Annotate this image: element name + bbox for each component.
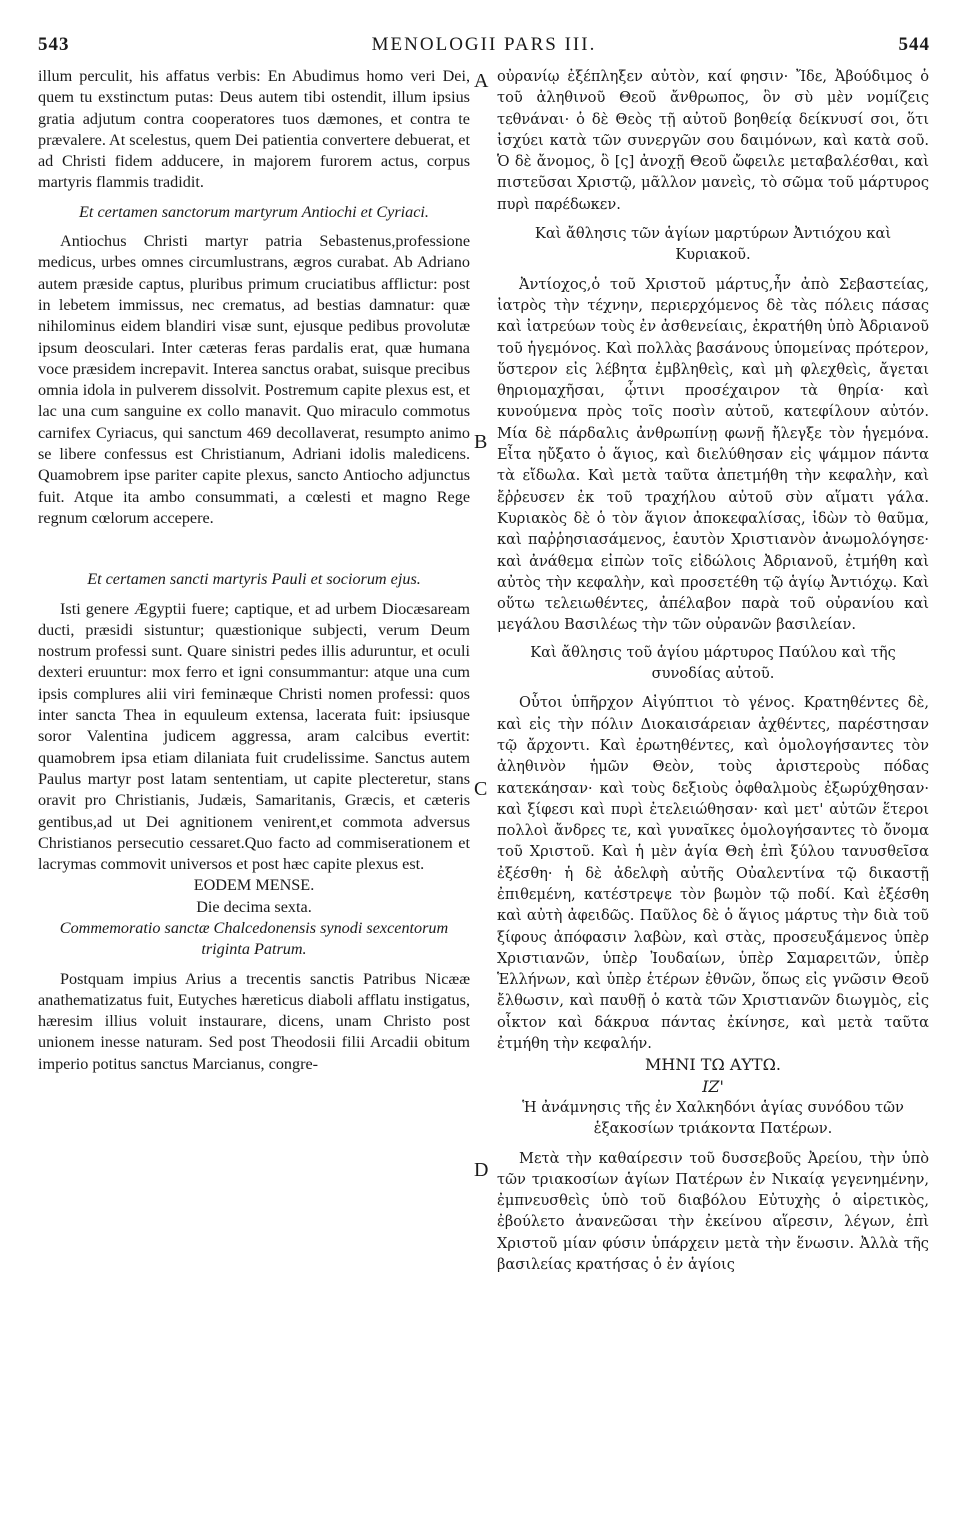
margin-marker-a: A [474,70,489,92]
greek-paragraph-2: Ἀντίοχος,ὁ τοῦ Χριστοῦ μάρτυς,ἦν ἀπὸ Σεβαστείας, ἰατρὸς τὴν τέχνην, περιερχόμενος δὲ τὰς πόλεις πάσας καὶ ἰατρεύων τοὺς ἐν ἀσθενείαις, ἐκρατήθη ὑπὸ Ἀδριανοῦ τοῦ ἡγεμόνος. Καὶ πολλὰς βασάνους ὑπομείνας πρότερον, ὕστερον εἰς λέβητα ἐμβληθεὶς, καὶ μὴ φλεχθεὶς, ἄγεται θηριομαχῆσαι, ᾧτινι προσέχαιρον τὰ θηρία· καὶ κυνούμενα πρὸς τοῖς ποσὶν αὐτοῦ, κατεφίλουν αὐτόν. Μία δὲ πάρδαλις ἀνθρωπίνῃ φωνῇ ἤλεγξε τὸν ἡγεμόνα. Εἶτα ηὔξατο ὁ ἅγιος, καὶ διελύθησαν εἰς ψάμμον πάντα τὰ εἴδωλα. Καὶ μετὰ ταῦτα ἀπετμήθη τὴν κεφαλὴν, καὶ ἔῤῥευσεν ἐκ τοῦ τραχήλου αὐτοῦ σὺν αἵματι γάλα. Κυριακὸς δὲ ὁ τὸν ἅγιον ἀποκεφαλίσας, ἰδὼν τὸ θαῦμα, καὶ παῤῥησιασάμενος, ἑαυτὸν Χριστιανὸν ἀνωμολόγησε· καὶ ἀνάθεμα εἰπὼν τοῖς εἰδώλοις Ἀδριανοῦ, ἐτμήθη καὶ αὐτὸς τὴν κεφαλὴν, καὶ προσετέθη τῷ ἁγίῳ Ἀντιόχῳ. Καὶ οὕτω τελειωθέντες, ἀπέλαβον παρὰ τοῦ οὐρανίου καὶ μεγάλου Βασιλέως τὴν τῶν οὐρανῶν βασιλείαν. [497,275,929,634]
latin-paragraph-4: Postquam impius Arius a trecentis sanctis Patribus Nicææ anathematizatus fuit, Eutyches hæreticus diaboli afflatu instigatus, hæresim illius voluit instaurare, dicens, unam Christo post unionem inesse naturam. Sed post Theodosii filii Arcadii obitum imperio potitus sanctus Marcianus, congre- [38,969,470,1073]
greek-title-antiochus: Καὶ ἄθλησις τῶν ἁγίων μαρτύρων Ἀντιόχου καὶ Κυριακοῦ. [534,225,892,264]
greek-title-paulus: Καὶ ἄθλησις τοῦ ἁγίου μάρτυρος Παύλου καὶ τῆς συνοδίας αὐτοῦ. [530,643,896,683]
latin-paragraph-2: Antiochus Christi martyr patria Sebastenus,professione medicus, urbes omnes circumlustrans, ægros curabat. Ab Adriano autem præside captus, pluribus primum cruciatibus afflictur: post in lebetem immissus, nec crematus, ad bestias damnatur: quæ nihilominus eidem blandiri visæ sunt, ejusque pedibus provolutæ ipsum deosculari. Inter cæteras feras pardalis erat, quæ humana voce præsidem increpavit. Interea sanctus orabat, suisque precibus omnia idola in pulverem dissolvit. Postremum capite plexus est, et lac una cum sanguine ex collo manavit. Quo miraculo commotus carnifex Cyriacus, qui sanctum 469 decollaverat, resumpto animo se libere confessus est Christianum, Adriani idolis maledicens. Quamobrem ipse pariter capite plexus, sancto Antiocho adjunctus fuit. Atque ita ambo consummati, a cœlesti et magno Rege regnum cœlorum accepere. [38,232,470,527]
latin-title-paulus: Et certamen sancti martyris Pauli et sociorum ejus. [87,570,421,589]
running-title: MENOLOGII PARS III. [371,34,597,55]
latin-paragraph-1: illum perculit, his affatus verbis: En Abudimus homo veri Dei, quem tu exstinctum putas: Deus autem tibi ostendit, illum ipsius gratia adjutum contra cooperatores tuos dæmones, et contra te prævalere. At scelestus, quem Dei patientia convertere debuerat, et ad Christi fidem adducere, in majorem furorem actus, corpus martyris flammis tradidit. [38,67,470,192]
margin-marker-d: D [474,1159,489,1181]
margin-marker-c: C [474,778,488,800]
greek-heading-month: ΜΗΝΙ ΤΩ ΑΥΤΩ. [645,1055,781,1075]
page-number-right: 544 [898,34,930,55]
latin-column [38,66,470,1075]
latin-title-chalcedon: Commemoratio sanctæ Chalcedonensis synodi sexcentorum triginta Patrum. [59,918,449,959]
greek-paragraph-4: Μετὰ τὴν καθαίρεσιν τοῦ δυσσεβοῦς Ἀρείου, τὴν ὑπὸ τῶν τριακοσίων ἁγίων Πατέρων ἐν Νικαίᾳ γεγενημένην, ἐμπνευσθεὶς ὑπὸ τοῦ διαβόλου Εὐτυχὴς ὁ αἱρετικὸς, ἐβούλετο ἀνανεῶσαι τὴν ἐκείνου αἵρεσιν, λέγων, ἐπὶ Χριστοῦ μίαν φύσιν ὑπάρχειν μετὰ τὴν ἕνωσιν. Ἀλλὰ τῆς βασιλείας κρατήσας ὁ ἐν ἁγίοις [497,1149,929,1274]
latin-title-antiochus: Et certamen sanctorum martyrum Antiochi et Cyriaci. [79,202,429,221]
latin-heading-day: Die decima sexta. [196,897,312,916]
greek-title-chalcedon: Ἡ ἀνάμνησις τῆς ἐν Χαλκηδόνι ἁγίας συνόδου τῶν ἑξακοσίων τριάκοντα Πατέρων. [522,1098,904,1138]
greek-heading-day: ΙΖ' [702,1076,724,1096]
running-head [38,34,930,58]
latin-paragraph-3: Isti genere Ægyptii fuere; captique, et ad urbem Diocæsaream ducti, præsidi sistuntur; quæstionique subjecti, verum Deum nostrum professi sunt. Quare sinistri pedes illis aduruntur, et oculi dexteri eruuntur: mox ferro et igni consummantur: atque una cum ipsis complures alii viri feminæque Christi nomen professi: quos inter sancta Thea in equuleum extensa, lacerata fuit: ipsiusque soror Valentina judicem aggressa, aram calcibus evertit: quamobrem ipsa etiam dilaniata fuit crudelissime. Sanctus autem Paulus martyr post latam sententiam, ut capite plecteretur, stans oravit pro Christianis, Judæis, Samaritanis, Græcis, et cæteris gentibus,ad ut Dei agnitionem venirent,et commota adversus Christianos persecutio cessaret.Quo facto ad commiserationem et lacrymas commovit universos et post hæc capite plexus est. [38,599,470,874]
margin-marker-b: B [474,431,488,453]
page-number-left: 543 [38,34,70,55]
latin-heading-month: EODEM MENSE. [193,876,315,895]
greek-paragraph-1: οὐρανίῳ ἐξέπληξεν αὐτὸν, καί φησιν· Ἴδε, Ἀβούδιμος ὁ τοῦ ἀληθινοῦ Θεοῦ ἄνθρωπος, ὃν σὺ μὲν νομίζεις τεθνάναι· ὁ δὲ Θεὸς τῇ αὐτοῦ βοηθείᾳ δείκνυσί σοι, ὅτι ἰσχύει κατὰ τῶν συνεργῶν σου δαιμόνων, καὶ κατὰ σοῦ. Ὁ δὲ ἄνομος, ὃ [ς] ἀνοχῇ Θεοῦ ὤφειλε μεταβαλέσθαι, καὶ πιστεῦσαι Χριστῷ, μᾶλλον μανεὶς, τὸ σῶμα τοῦ μάρτυρος πυρὶ παρέδωκεν. [497,68,929,213]
greek-column [497,66,929,1275]
greek-paragraph-3: Οὗτοι ὑπῆρχον Αἰγύπτιοι τὸ γένος. Κρατηθέντες δὲ, καὶ εἰς τὴν πόλιν Διοκαισάρειαν ἀχθέντες, παρέστησαν τῷ ἄρχοντι. Καὶ ἐρωτηθέντες, καὶ ὁμολογήσαντες τὸν ἀληθινὸν ἡμῶν Θεὸν, τοὺς ἀριστεροὺς πόδας κατεκάησαν· καὶ τοὺς δεξιοὺς ὀφθαλμοὺς ἐξωρύχθησαν· καὶ ξίφεσι καὶ πυρὶ ἐτελειώθησαν· καὶ μετ' αὐτῶν ἕτεροι πολλοὶ ἄνδρες τε, καὶ γυναῖκες ὁμολογήσαντες τὸ ὄνομα τοῦ Χριστοῦ. Καὶ ἡ μὲν ἁγία Θεὴ ἐπὶ ξύλου τανυσθεῖσα ἐξέσθη· ἡ δὲ ἀδελφὴ αὐτῆς Οὐαλεντίνα τῷ δικαστῇ ἐπιθεμένη, κατέστρεψε τὸν βωμὸν τῷ ποδί. Καὶ ἐξέσθη καὶ αὐτὴ ἀφειδῶς. Παῦλος δὲ ὁ ἅγιος μάρτυς τὴν διὰ τοῦ ξίφους ἀπόφασιν λαβὼν, καὶ στὰς, προσευξάμενος ὑπὲρ Χριστιανῶν, ὑπὲρ Ἰουδαίων, ὑπὲρ Σαμαρειτῶν, ὑπὲρ Ἑλλήνων, καὶ ὑπὲρ ἑτέρων ἐθνῶν, ὅπως εἰς γνῶσιν Θεοῦ ἔλθωσιν, καὶ παυθῇ ὁ κατὰ τῶν Χριστιανῶν διωγμὸς, εἰς οἶκτον καὶ δάκρυα πάντας ἐκίνησε, καὶ μετὰ ταῦτα ἐτμήθη τὴν κεφαλήν. [497,694,929,1053]
